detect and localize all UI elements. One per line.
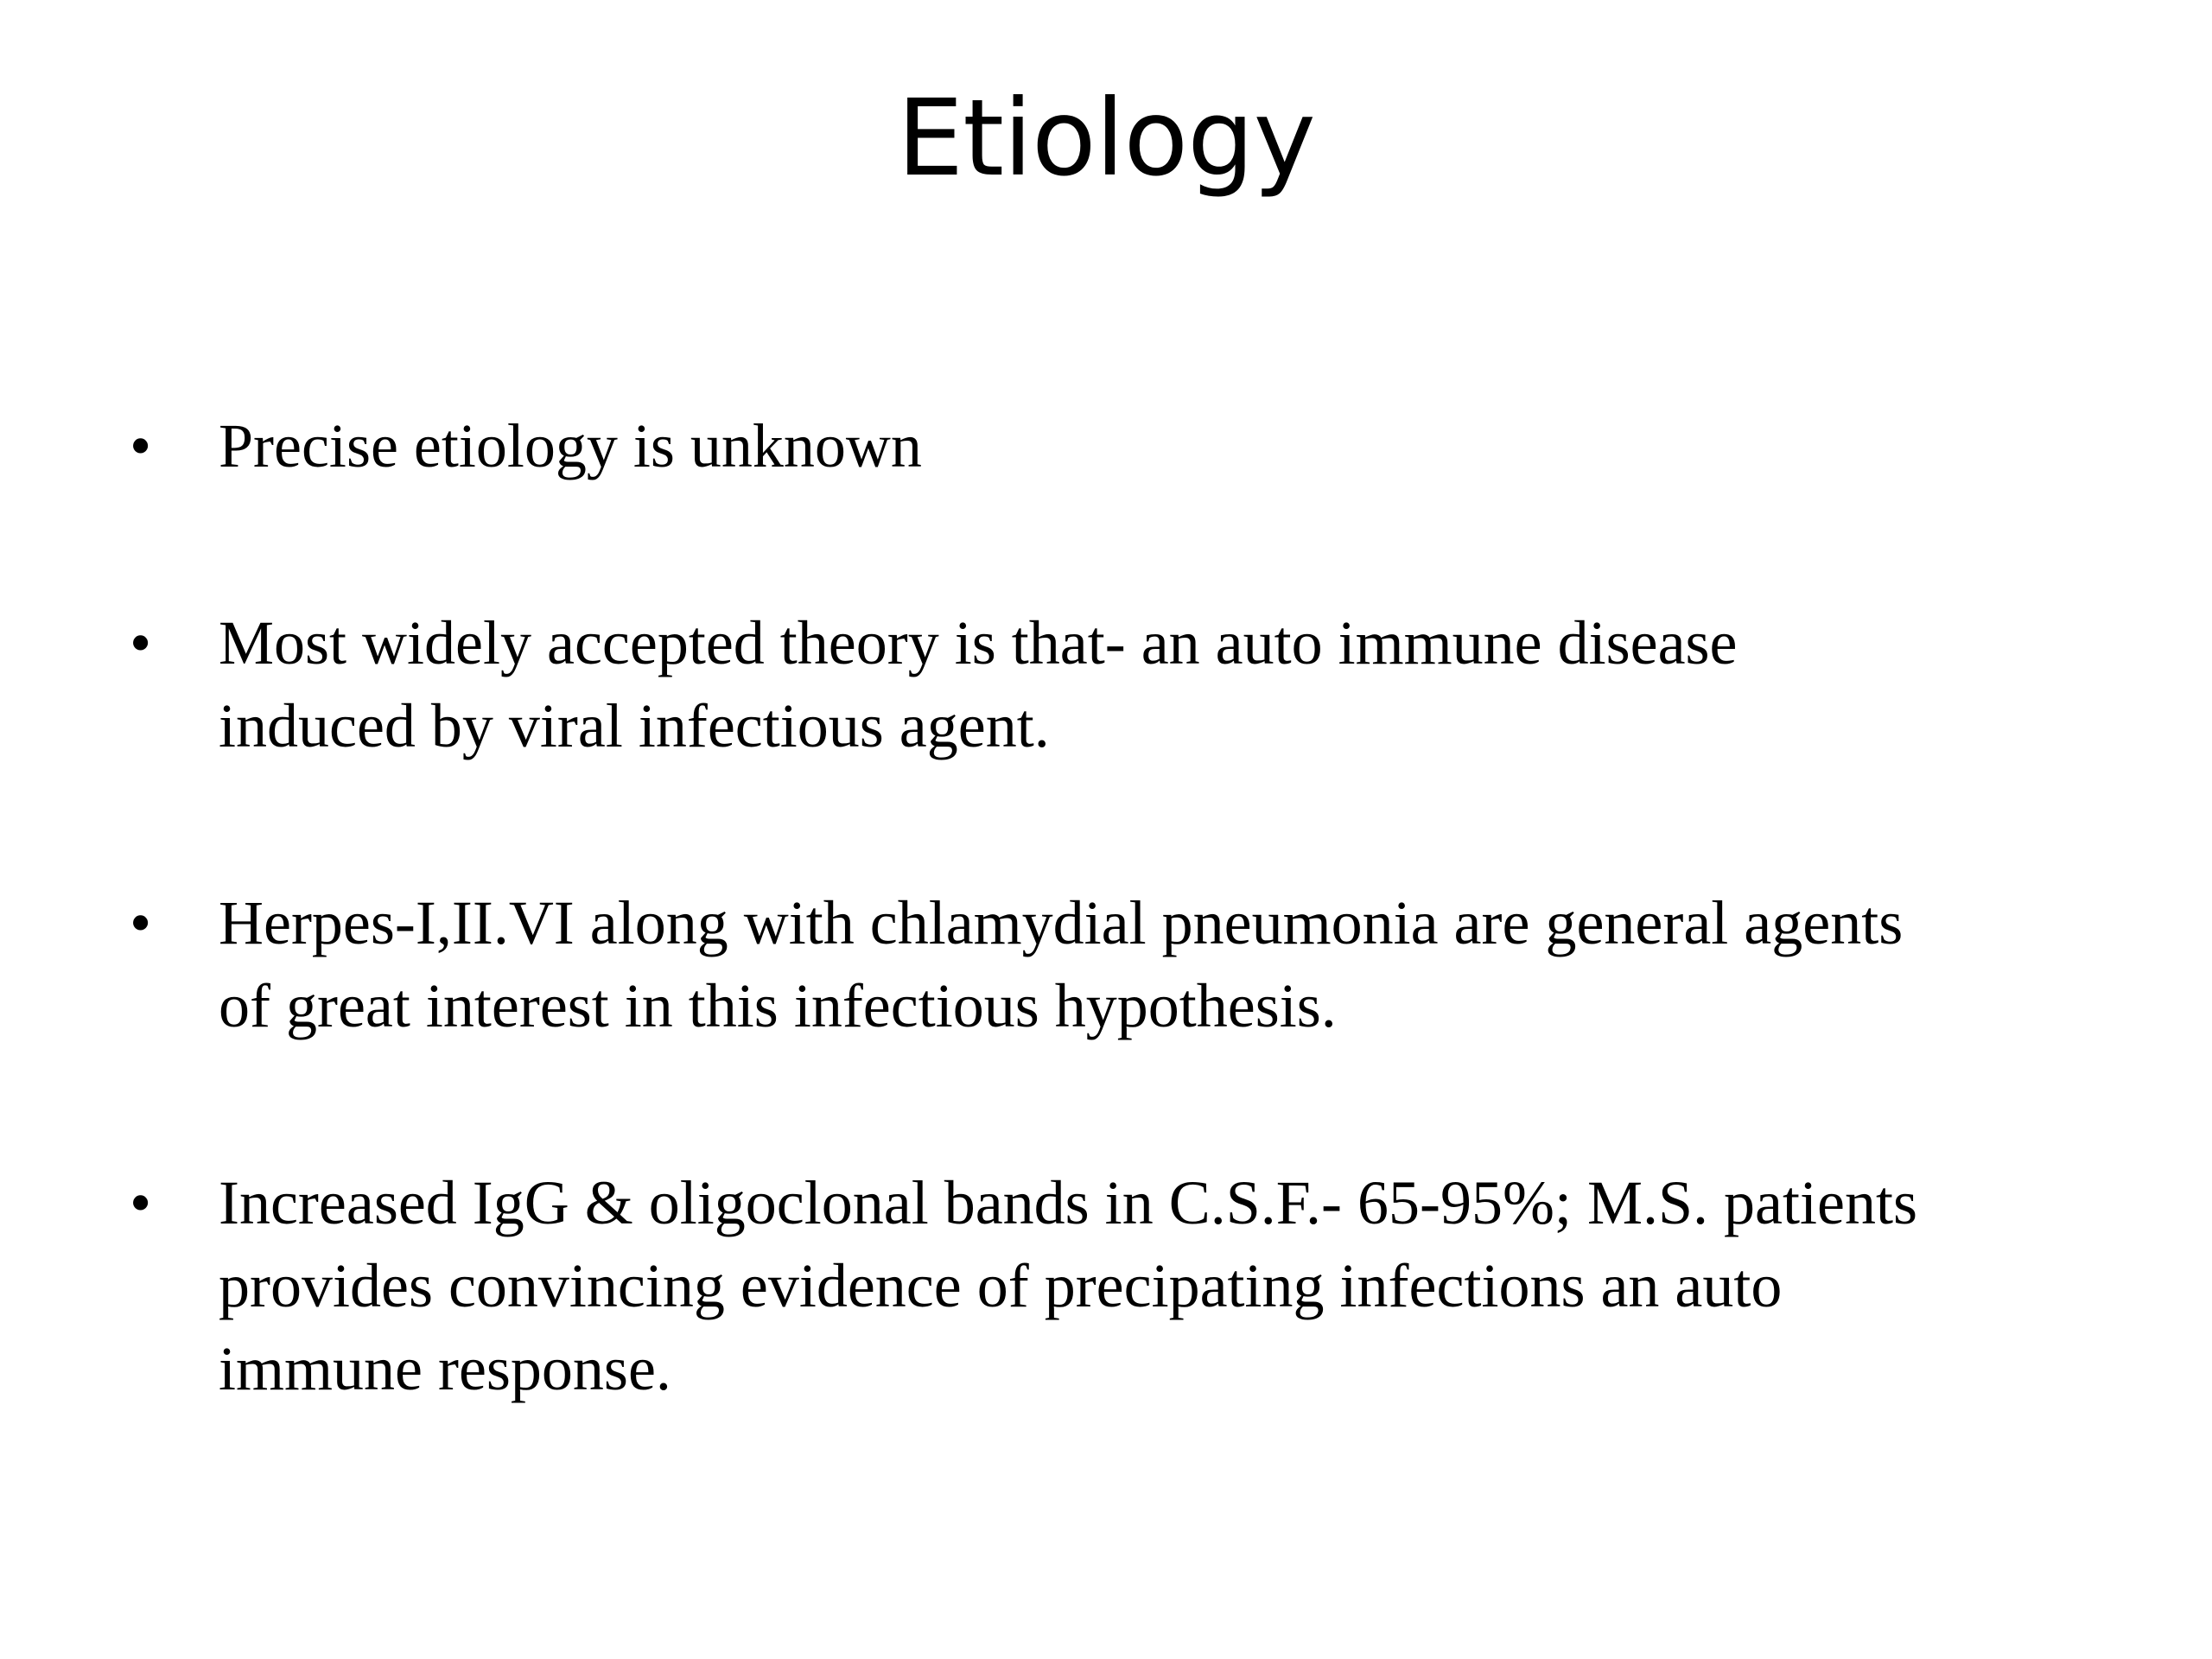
bullet-icon: • bbox=[130, 608, 152, 677]
bullet-text: Precise etiology is unknown bbox=[219, 411, 922, 480]
bullet-icon: • bbox=[130, 888, 152, 957]
bullet-text: Increased IgG & oligoclonal bands in C.S.F.- 65-95%; M.S. patients provides convincing evidence of precipating infections an auto immune response. bbox=[219, 1168, 1917, 1403]
bullet-icon: • bbox=[130, 1168, 152, 1237]
bullet-text: Herpes-I,II.VI along with chlamydial pneumonia are general agents of great interest in this infectious hypothesis. bbox=[219, 888, 1904, 1040]
bullet-text: Most widely accepted theory is that- an auto immune disease induced by viral infectious agent. bbox=[219, 608, 1738, 760]
slide-title: Etiology bbox=[897, 77, 1315, 200]
bullet-icon: • bbox=[130, 411, 152, 480]
